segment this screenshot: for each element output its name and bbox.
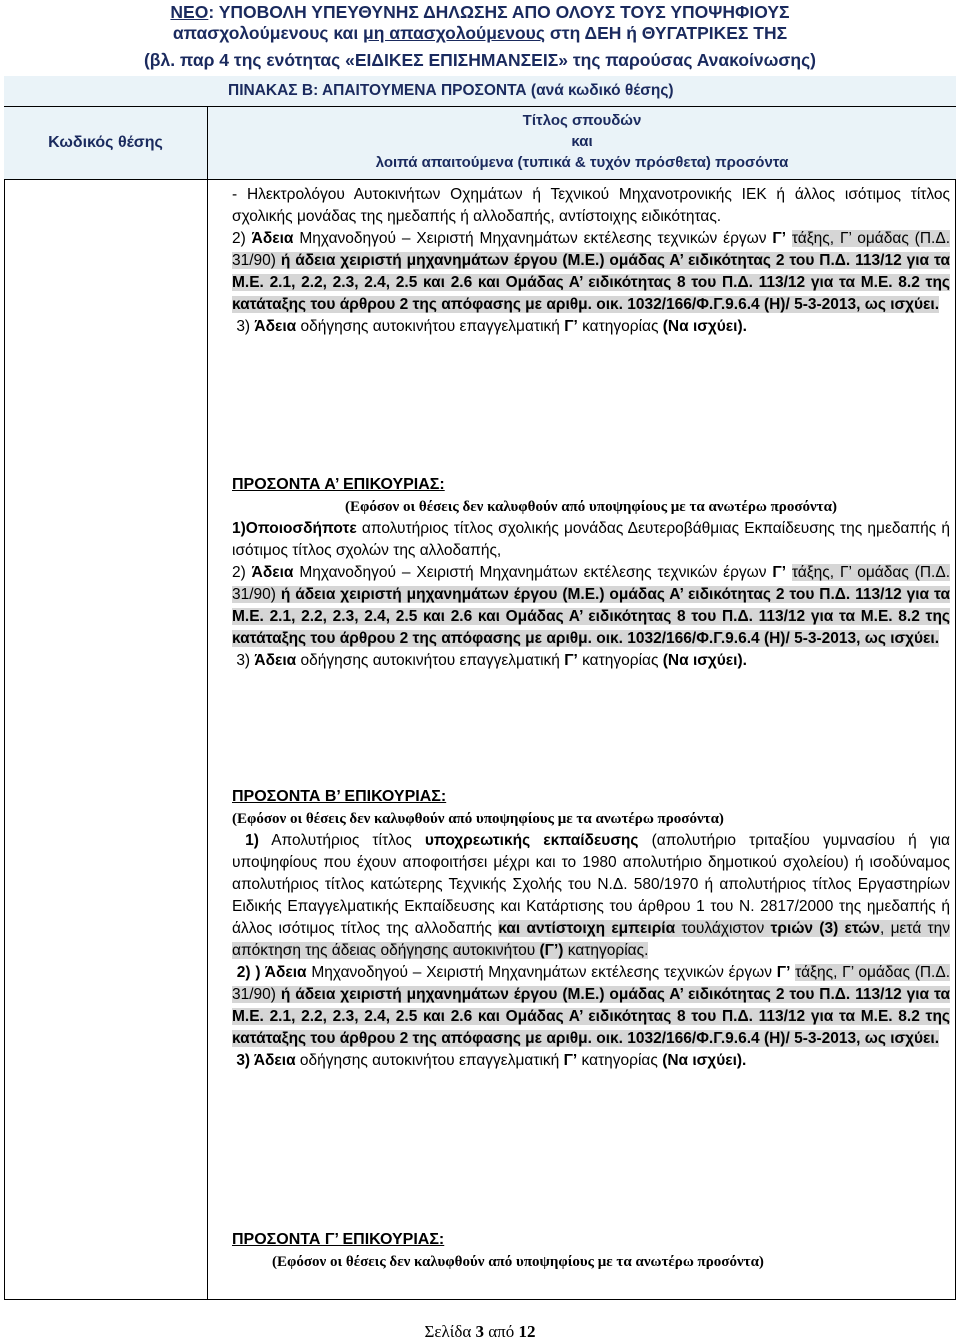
header-new-label: ΝΕΟ: [170, 2, 209, 22]
section-b-item-3-bold: Άδεια: [253, 1052, 296, 1069]
header-line-2-c: στη ΔΕΗ ή ΘΥΓΑΤΡΙΚΕΣ ΤΗΣ: [544, 23, 788, 43]
section-b-item-1-category: (Γ’): [539, 942, 564, 959]
section-b-item-1-d: , μετά την απόκτηση της άδειας οδήγησης αυτοκινήτου: [232, 920, 951, 959]
section-a-item-3-bold: Άδεια: [254, 652, 297, 669]
header-line-1-text: : ΥΠΟΒΟΛΗ ΥΠΕΥΘΥΝΗΣ ΔΗΛΩΣΗΣ ΑΠΟ ΟΛΟΥΣ ΤΟΥΣ ΥΠΟΨΗΦΙΟΥΣ: [208, 2, 790, 22]
footer-total-pages: 12: [518, 1322, 536, 1341]
main-qual-3-end: (Να ισχύει).: [662, 318, 747, 335]
main-qual-3-num: 3): [236, 318, 255, 335]
main-qual-2-num: 2): [232, 230, 252, 247]
section-a-item-2-g: Γ’: [772, 564, 786, 581]
section-b-item-3-g: Γ’: [563, 1052, 578, 1069]
section-b-item-2: [232, 962, 950, 1050]
main-qual-2-bold: Άδεια: [251, 230, 294, 247]
col2-header-line-3: λοιπά απαιτούμενα (τυπικά & τυχόν πρόσθετα) προσόντα: [375, 154, 789, 171]
document-header: [0, 0, 960, 72]
header-line-1: [0, 2, 960, 23]
section-a-item-2-line2b: ή άδεια χειριστή μηχανημάτων έργου (Μ.Ε.) ομάδας Α’ ειδικότητας 2 του Π.Δ. 113/12 για τα Μ.Ε. 2.1, 2.2, 2.3, 2.4, 2.5 και 2.6 και Ομάδας Α’ ειδικότητας 8 του Π.Δ. 113/12 για τα Μ.Ε. 8.2 της κατάταξης του άρθρου 2 της απόφασης με αριθμ. οικ. 1032/166/Φ.Γ.9.6.4 (Η)/ 5-3-2013, ως ισχύει.: [232, 586, 950, 647]
section-a-item-1: [232, 518, 950, 562]
section-b-item-3-end: (Να ισχύει).: [662, 1052, 747, 1069]
column-divider: [207, 107, 208, 1300]
section-b-item-1-num: 1): [245, 832, 259, 849]
header-line-2-b: μη απασχολούμενους: [363, 23, 545, 43]
section-a-item-2: [232, 562, 950, 650]
section-b-item-2-line2b: ή άδεια χειριστή μηχανημάτων έργου (Μ.Ε.) ομάδας Α’ ειδικότητας 2 του Π.Δ. 113/12 για τα Μ.Ε. 2.1, 2.2, 2.3, 2.4, 2.5 και 2.6 και Ομάδας Α’ ειδικότητας 8 του Π.Δ. 113/12 για τα Μ.Ε. 8.2 της κατάταξης του άρθρου 2 της απόφασης με αριθμ. οικ. 1032/166/Φ.Γ.9.6.4 (Η)/ 5-3-2013, ως ισχύει.: [232, 986, 950, 1047]
section-b-item-2-g: Γ’: [776, 964, 791, 981]
section-a-note: (Εφόσον οι θέσεις δεν καλυφθούν από υποψηφίους με τα ανωτέρω προσόντα): [345, 499, 837, 515]
main-qual-2-line2a: τάξης, Γ’ ομάδας (Π.Δ. 31/90): [232, 230, 950, 269]
section-b-item-2-num: 2) ): [236, 964, 265, 981]
footer-prefix: Σελίδα: [424, 1322, 476, 1341]
section-a-item-1-text: απολυτήριος τίτλος σχολικής μονάδας Δευτεροβάθμιας Εκπαίδευσης της ημεδαπής ή ισότιμος τίτλος σχολών της αλλοδαπής,: [232, 520, 950, 559]
section-b-item-3: [232, 1050, 950, 1072]
col2-header-line-2: και: [571, 133, 593, 150]
section-b-item-1-e: κατηγορίας.: [563, 942, 649, 959]
section-b-item-2-bold: Άδεια: [264, 964, 307, 981]
column-header-position-code: Κωδικός θέσης: [48, 134, 163, 151]
main-qual-3: [232, 316, 950, 338]
main-qual-2: [232, 228, 950, 316]
section-a-item-3-text: οδήγησης αυτοκινήτου επαγγελματική: [296, 652, 565, 669]
footer-page-number: 3: [475, 1322, 485, 1341]
section-b-item-2-line2a: τάξης, Γ’ ομάδας (Π.Δ. 31/90): [232, 964, 951, 1003]
section-b-item-1-c: τουλάχιστον: [675, 920, 771, 937]
section-b-item-1-experience: και αντίστοιχη εμπειρία: [498, 920, 676, 937]
header-line-3: (βλ. παρ 4 της ενότητας «ΕΙΔΙΚΕΣ ΕΠΙΣΗΜΑΝΣΕΙΣ» της παρούσας Ανακοίνωσης): [143, 50, 817, 70]
section-c-title: ΠΡΟΣΟΝΤΑ Γ’ ΕΠΙΚΟΥΡΙΑΣ:: [232, 1231, 445, 1248]
main-qualifications: [232, 184, 950, 338]
section-b-item-3-num: 3): [236, 1052, 254, 1069]
main-qual-3-bold: Άδεια: [254, 318, 297, 335]
section-a-item-3-tail: κατηγορίας: [577, 652, 663, 669]
section-b-item-1-a: Απολυτήριος τίτλος: [258, 832, 425, 849]
section-a-title: ΠΡΟΣΟΝΤΑ Α’ ΕΠΙΚΟΥΡΙΑΣ:: [232, 476, 445, 493]
section-b-item-3-tail: κατηγορίας: [577, 1052, 663, 1069]
section-a-item-2-num: 2): [232, 564, 252, 581]
section-a-item-3-g: Γ’: [564, 652, 578, 669]
page-footer: [0, 1322, 960, 1342]
section-b-note: (Εφόσον οι θέσεις δεν καλυφθούν από υποψηφίους με τα ανωτέρω προσόντα): [232, 811, 724, 827]
column-header-qualifications: [208, 110, 956, 173]
section-b-item-1: [232, 830, 950, 962]
section-b-item-2-text: Μηχανοδηγού – Χειριστή Μηχανημάτων εκτέλεσης τεχνικών έργων: [306, 964, 777, 981]
header-line-2-a: απασχολούμενους και: [172, 23, 364, 43]
section-b-item-1-bold: υποχρεωτικής εκπαίδευσης: [424, 832, 639, 849]
col2-header-line-1: Τίτλος σπουδών: [522, 112, 642, 129]
main-qual-3-text: οδήγησης αυτοκινήτου επαγγελματική: [296, 318, 565, 335]
section-b: [232, 786, 950, 1072]
header-divider: [4, 179, 956, 180]
section-a-item-2-text: Μηχανοδηγού – Χειριστή Μηχανημάτων εκτέλεσης τεχνικών έργων: [293, 564, 773, 581]
section-a-item-3-num: 3): [236, 652, 255, 669]
main-qual-3-g: Γ’: [564, 318, 578, 335]
section-b-item-1-b: (απολυτήριο τριταξίου γυμνασίου ή για υποψηφίους που έχουν αποφοιτήσει μέχρι και το 1980 απολυτήριο δημοτικού σχολείου) ή ισοδύναμος απολυτήριος τίτλος κατώτερης Τεχνικής Σχολής του Ν.Δ. 580/1970 ή απολυτήριος τίτλος Εργαστηρίων Ειδικής Επαγγελματικής Εκπαίδευσης και Κατάρτισης του άρθρου 1 του Ν. 2817/2000 της ημεδαπής ή άλλος ισότιμος τίτλος της αλλοδαπής: [232, 832, 950, 937]
section-a-item-1-bold: 1)Οποιοσδήποτε: [232, 520, 357, 537]
table-caption: ΠΙΝΑΚΑΣ Β: ΑΠΑΙΤΟΥΜΕΝΑ ΠΡΟΣΟΝΤΑ (ανά κωδικό θέσης): [228, 82, 674, 99]
header-line-2: [0, 23, 960, 44]
main-qual-3-tail: κατηγορίας: [577, 318, 663, 335]
section-c-note: (Εφόσον οι θέσεις δεν καλυφθούν από υποψηφίους με τα ανωτέρω προσόντα): [272, 1254, 764, 1270]
main-qual-2-line2b: ή άδεια χειριστή μηχανημάτων έργου (Μ.Ε.) ομάδας Α’ ειδικότητας 2 του Π.Δ. 113/12 για τα Μ.Ε. 2.1, 2.2, 2.3, 2.4, 2.5 και 2.6 και Ομάδας Α’ ειδικότητας 8 του Π.Δ. 113/12 για τα Μ.Ε. 8.2 της κατάταξης του άρθρου 2 της απόφασης με αριθμ. οικ. 1032/166/Φ.Γ.9.6.4 (Η)/ 5-3-2013, ως ισχύει.: [232, 252, 950, 313]
main-qual-2-g: Γ’: [772, 230, 786, 247]
section-a-item-3-end: (Να ισχύει).: [662, 652, 747, 669]
footer-middle: από: [484, 1322, 519, 1341]
section-c: [232, 1229, 950, 1273]
section-a: [232, 474, 950, 672]
section-b-item-3-text: οδήγησης αυτοκινήτου επαγγελματική: [295, 1052, 564, 1069]
section-b-title: ΠΡΟΣΟΝΤΑ Β’ ΕΠΙΚΟΥΡΙΑΣ:: [232, 788, 447, 805]
section-a-item-2-bold: Άδεια: [251, 564, 294, 581]
section-b-item-1-years: τριών (3) ετών: [770, 920, 881, 937]
section-a-item-3: [232, 650, 950, 672]
section-a-item-2-line2a: τάξης, Γ’ ομάδας (Π.Δ. 31/90): [232, 564, 950, 603]
main-qual-1: - Ηλεκτρολόγου Αυτοκινήτων Οχημάτων ή Τεχνικού Μηχανοτρονικής ΙΕΚ ή άλλος ισότιμος τίτλος σχολικής μονάδας της ημεδαπής ή αλλοδαπής, αντίστοιχης ειδικότητας.: [232, 186, 950, 225]
main-qual-2-text: Μηχανοδηγού – Χειριστή Μηχανημάτων εκτέλεσης τεχνικών έργων: [293, 230, 773, 247]
